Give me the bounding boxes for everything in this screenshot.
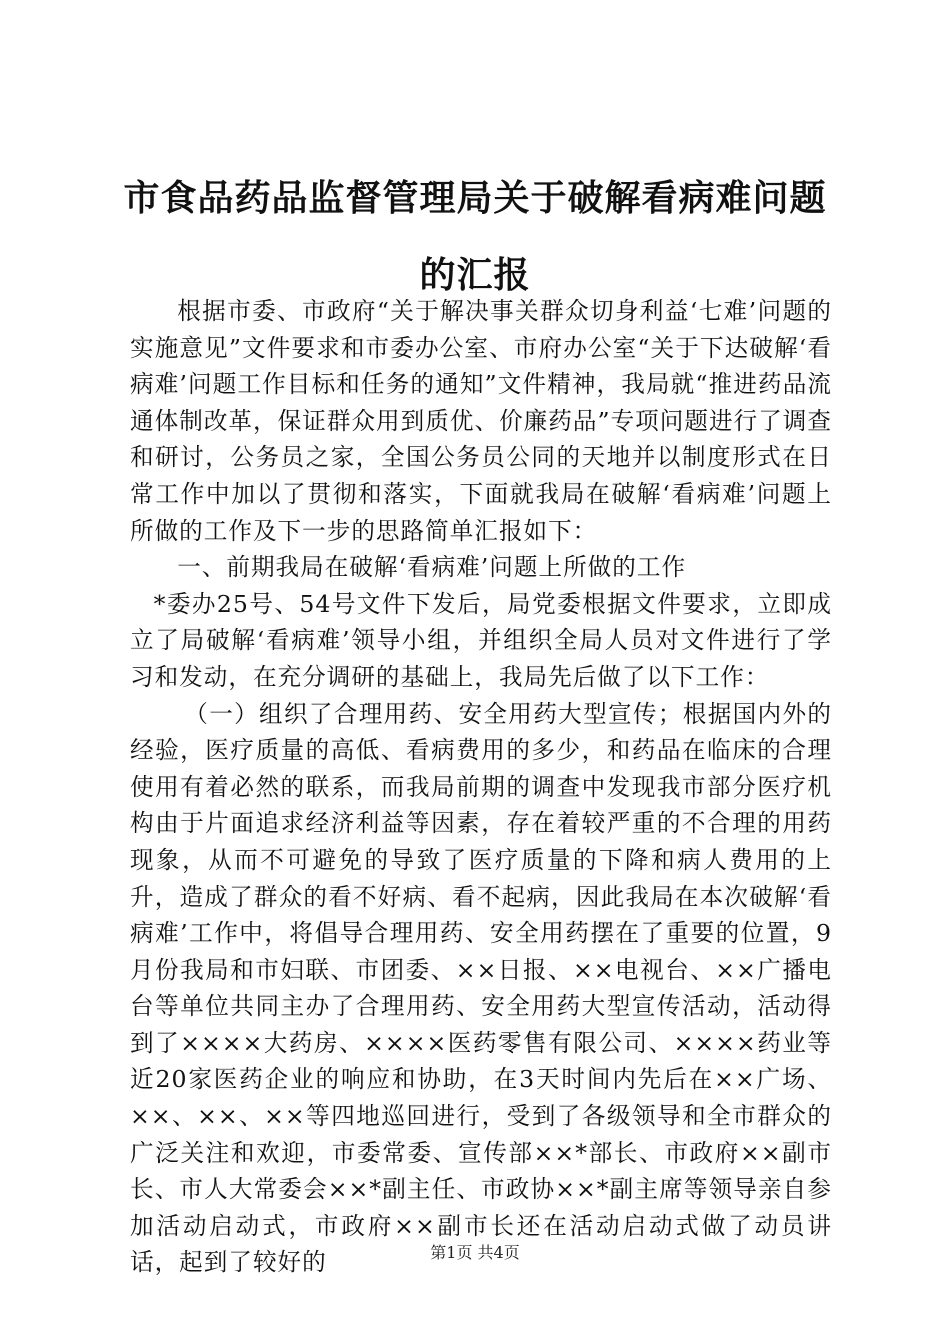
document-body bbox=[130, 293, 832, 1281]
document-title: 市食品药品监督管理局关于破解看病难问题的汇报 bbox=[123, 178, 827, 296]
section-paragraph: *委办25号、54号文件下发后，局党委根据文件要求，立即成立了局破解‘看病难’领导小组，并组织全局人员对文件进行了学习和发动，在充分调研的基础上，我局先后做了以下工作： bbox=[130, 589, 832, 691]
page-number: 第1页 共4页 bbox=[430, 1243, 520, 1262]
intro-paragraph: 根据市委、市政府“关于解决事关群众切身利益‘七难’问题的实施意见”文件要求和市委办公室、市府办公室“关于下达破解‘看病难’问题工作目标和任务的通知”文件精神，我局就“推进药品流通体制改革，保证群众用到质优、价廉药品”专项问题进行了调查和研讨，公务员之家，全国公务员公同的天地并以制度形式在日常工作中加以了贯彻和落实，下面就我局在破解‘看病难’问题上所做的工作及下一步的思路简单汇报如下： bbox=[130, 297, 832, 545]
subsection-paragraph: （一）组织了合理用药、安全用药大型宣传；根据国内外的经验，医疗质量的高低、看病费用的多少，和药品在临床的合理使用有着必然的联系，而我局前期的调查中发现我市部分医疗机构由于片面追求经济利益等因素，存在着较严重的不合理的用药现象，从而不可避免的导致了医疗质量的下降和病人费用的上升，造成了群众的看不好病、看不起病，因此我局在本次破解‘看病难’工作中，将倡导合理用药、安全用药摆在了重要的位置，9月份我局和市妇联、市团委、××日报、××电视台、××广播电台等单位共同主办了合理用药、安全用药大型宣传活动，活动得到了××××大药房、××××医药零售有限公司、××××药业等近20家医药企业的响应和协助，在3天时间内先后在××广场、××、××、××等四地巡回进行，受到了各级领导和全市群众的广泛关注和欢迎，市委常委、宣传部××*部长、市政府××副市长、市人大常委会××*副主任、市政协××*副主席等领导亲自参加活动启动式，市政府××副市长还在活动启动式做了动员讲话，起到了较好的 bbox=[130, 699, 832, 1277]
section-heading: 一、前期我局在破解‘看病难’问题上所做的工作 bbox=[177, 553, 687, 582]
